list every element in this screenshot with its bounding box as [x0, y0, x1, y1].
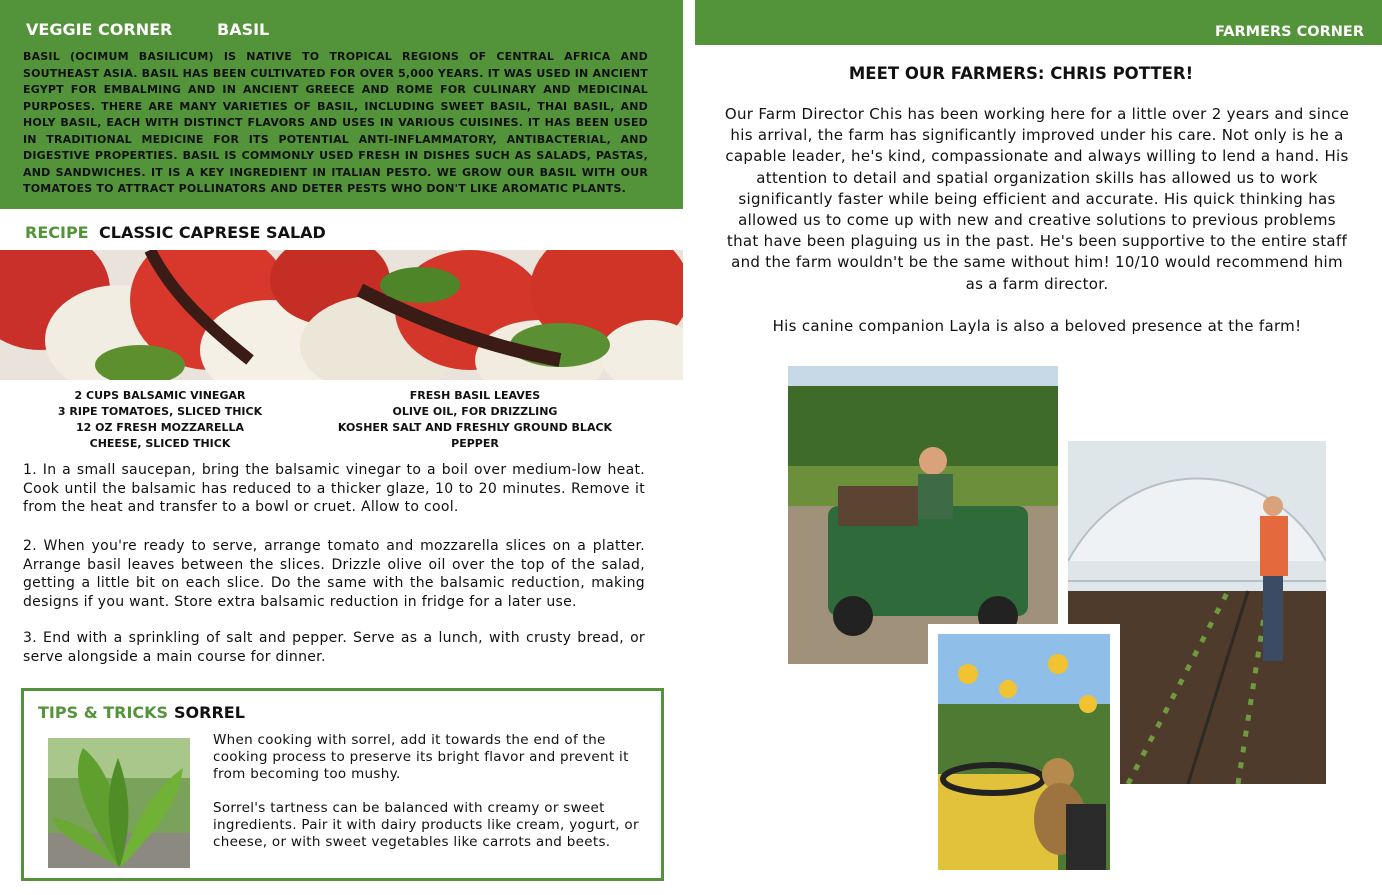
tip-paragraph-1: When cooking with sorrel, add it towards the end of the cooking process to preserve its bright flavor and prevent it from becoming too mushy.: [213, 732, 629, 782]
recipe-step-2: 2. When you're ready to serve, arrange tomato and mozzarella slices on a platter. Arrange basil leaves between the slices. Drizzle olive oil over the top of the salad, getting a little bit on each slice. Do the same with the balsamic reduction, making designs if you want. Store extra balsamic reduction in fridge for a later use.: [23, 538, 645, 610]
farmer-cart-photo: [788, 366, 1058, 664]
ingredient-item: FRESH BASIL LEAVES: [409, 389, 541, 402]
ingredient-item: OLIVE OIL, FOR DRIZZLING: [392, 405, 558, 418]
recipe-step-3: 3. End with a sprinkling of salt and pepper. Serve as a lunch, with crusty bread, or serve alongside a main course for dinner.: [23, 630, 645, 665]
recipe-step-1: 1. In a small saucepan, bring the balsamic vinegar to a boil over medium-low heat. Cook until the balsamic has reduced to a thicker glaze, 10 to 20 minutes. Remove it from the heat and transfer to a bowl or cruet. Allow to cool.: [23, 462, 645, 515]
veggie-corner-title: BASIL: [217, 20, 270, 39]
recipe-label: RECIPE: [25, 223, 89, 242]
ingredient-item: 2 CUPS BALSAMIC VINEGAR: [74, 389, 246, 402]
meet-our-farmers-title: MEET OUR FARMERS: CHRIS POTTER!: [848, 64, 1194, 83]
ingredients-right: [315, 388, 635, 452]
ingredient-item: KOSHER SALT AND FRESHLY GROUND BLACK PEPPER: [337, 421, 613, 450]
layla-line: His canine companion Layla is also a beloved presence at the farm!: [772, 317, 1302, 335]
tips-and-tricks-label: TIPS & TRICKS: [38, 703, 169, 722]
caprese-salad-photo: [0, 250, 683, 380]
ingredient-item: 3 RIPE TOMATOES, SLICED THICK: [57, 405, 263, 418]
ingredient-item: 12 OZ FRESH MOZZARELLA CHEESE, SLICED THICK: [75, 421, 245, 450]
tip-paragraph-2: Sorrel's tartness can be balanced with creamy or sweet ingredients. Pair it with dairy products like cream, yogurt, or cheese, or with sweet vegetables like carrots and beets.: [213, 800, 639, 850]
farmer-bio-paragraph: Our Farm Director Chis has been working here for a little over 2 years and since his arrival, the farm has significantly improved under his care. Not only is he a capable leader, he's kind, compassionate and always willing to lend a hand. His attention to detail and spatial organization skills has allowed us to work significantly faster while being efficient and accurate. His quick thinking has allowed us to come up with new and creative solutions to previous problems that have been plaguing us in the past. He's been supportive to the entire staff and the farm wouldn't be the same without him! 10/10 would recommend him as a farm director.: [724, 105, 1350, 293]
tips-and-tricks-title: SORREL: [174, 703, 245, 722]
dog-layla-photo: [938, 634, 1110, 870]
farmers-corner-label: FARMERS CORNER: [1215, 24, 1364, 40]
veggie-corner-body: BASIL (OCIMUM BASILICUM) IS NATIVE TO TROPICAL REGIONS OF CENTRAL AFRICA AND SOUTHEAST ASIA. BASIL HAS BEEN CULTIVATED FOR OVER 5,000 YEARS. IT WAS USED IN ANCIENT EGYPT FOR EMBALMING AND IN ANCIENT GREECE AND ROME FOR CULINARY AND MEDICINAL PURPOSES. THERE ARE MANY VARIETIES OF BASIL, INCLUDING SWEET BASIL, THAI BASIL, AND HOLY BASIL, EACH WITH DISTINCT FLAVORS AND USES IN VARIOUS CUISINES. IT HAS BEEN USED IN TRADITIONAL MEDICINE FOR ITS POTENTIAL ANTI-INFLAMMATORY, ANTIBACTERIAL, AND DIGESTIVE PROPERTIES. BASIL IS COMMONLY USED FRESH IN DISHES SUCH AS SALADS, PASTAS, AND SANDWICHES. IT IS A KEY INGREDIENT IN ITALIAN PESTO. WE GROW OUR BASIL WITH OUR TOMATOES TO ATTRACT POLLINATORS AND DETER PESTS WHO DON'T LIKE AROMATIC PLANTS.: [23, 50, 648, 195]
veggie-corner-label: VEGGIE CORNER: [26, 20, 173, 39]
recipe-title: CLASSIC CAPRESE SALAD: [99, 223, 326, 242]
sorrel-photo: [48, 738, 190, 868]
ingredients-left: [50, 388, 270, 452]
